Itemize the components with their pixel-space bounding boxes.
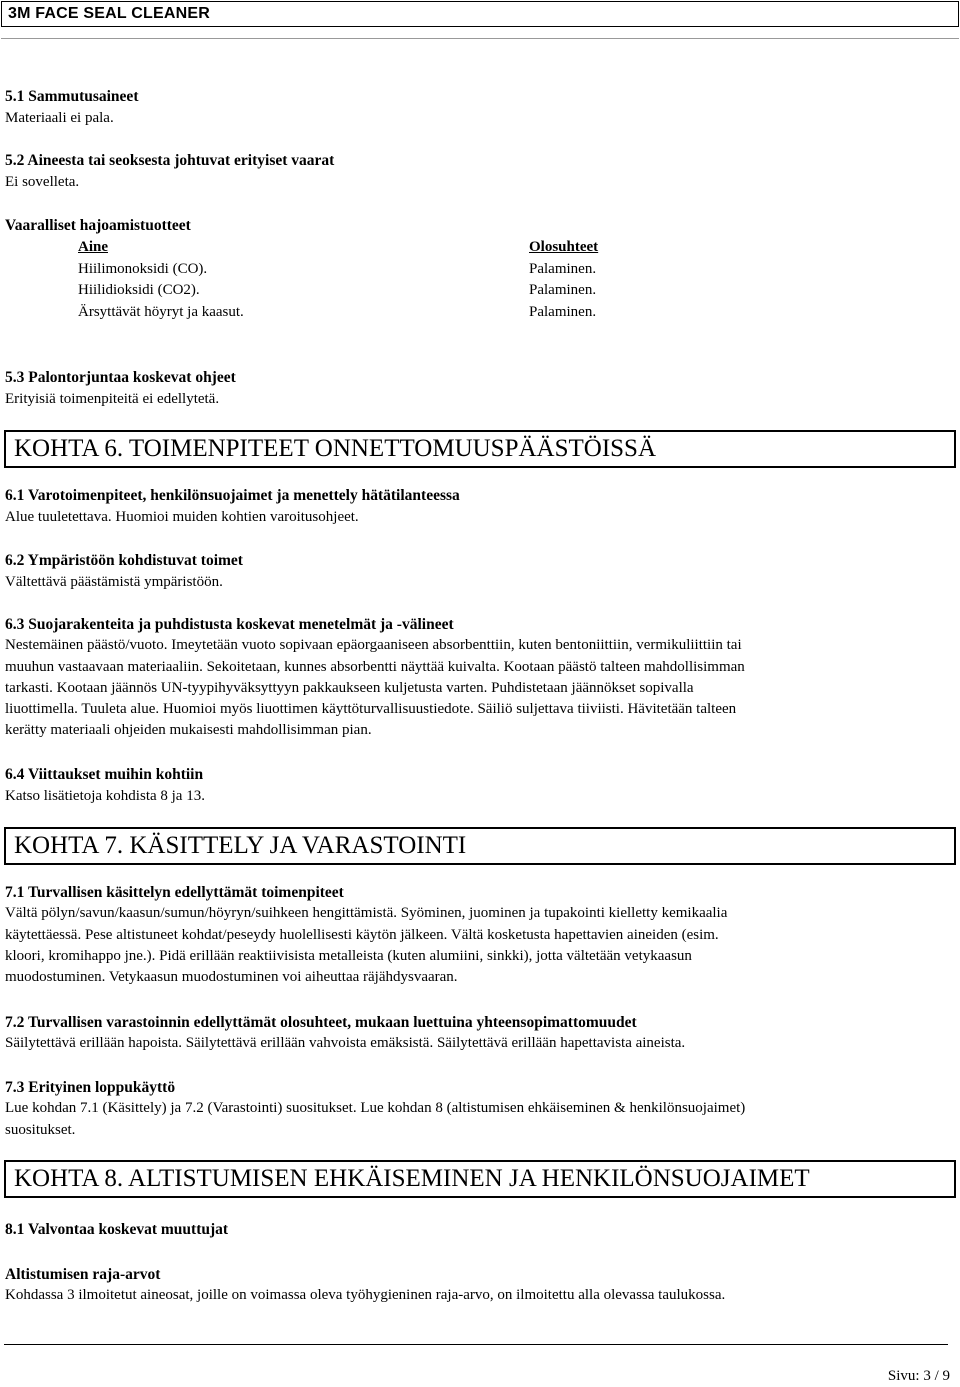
section-6-3-line: liuottimella. Tuuleta alue. Huomioi myös liuottimen käyttöturvallisuustiedote. Säiliö suljettava tiiviisti. Hävitetään talteen xyxy=(5,701,737,718)
document-header xyxy=(1,1,959,27)
section-6-4 xyxy=(5,764,205,807)
section-6-2-heading: 6.2 Ympäristöön kohdistuvat toimet xyxy=(5,552,243,569)
section-5-3-text: Erityisiä toimenpiteitä ei edellytetä. xyxy=(5,390,220,407)
section-5-1 xyxy=(5,86,138,129)
section-8-1-heading: 8.1 Valvontaa koskevat muuttujat xyxy=(5,1221,229,1238)
hazard-condition: Palaminen. xyxy=(529,260,597,277)
exposure-limits-heading: Altistumisen raja-arvot xyxy=(5,1266,161,1283)
hazard-substance: Hiilimonoksidi (CO). xyxy=(78,260,208,277)
section-6-1 xyxy=(5,485,460,528)
section-7-1-line: kloori, kromihappo jne.). Pidä erillään reaktiivisista metalleista (kuten alumiini, sinkki), jotta vältetään vetykaasun xyxy=(5,947,692,964)
section-6-4-heading: 6.4 Viittaukset muihin kohtiin xyxy=(5,766,204,783)
section-6-2 xyxy=(5,550,243,593)
section-7-2-heading: 7.2 Turvallisen varastoinnin edellyttämät olosuhteet, mukaan luettuina yhteensopimattomuudet xyxy=(5,1014,637,1031)
section-7-1-line: Vältä pölyn/savun/kaasun/sumun/höyryn/suihkeen hengittämistä. Syöminen, juominen ja tupakointi kielletty kemikaalia xyxy=(5,905,728,922)
section-6-4-text: Katso lisätietoja kohdista 8 ja 13. xyxy=(5,787,205,804)
section-7-title: KOHTA 7. KÄSITTELY JA VARASTOINTI xyxy=(4,827,956,865)
section-7-3-heading: 7.3 Erityinen loppukäyttö xyxy=(5,1079,176,1096)
section-7-1-heading: 7.1 Turvallisen käsittelyn edellyttämät toimenpiteet xyxy=(5,884,344,901)
hazard-substance: Hiilidioksidi (CO2). xyxy=(78,282,200,298)
section-7-1-line: muodostuminen. Vetykaasun muodostuminen voi aiheuttaa räjähdysvaaran. xyxy=(5,969,458,986)
hazards-condition-column xyxy=(529,237,598,323)
hazards-col1-header: Aine xyxy=(78,239,108,255)
hazard-condition: Palaminen. xyxy=(529,303,597,320)
hazards-heading: Vaaralliset hajoamistuotteet xyxy=(5,217,191,234)
section-5-1-text: Materiaali ei pala. xyxy=(5,109,114,126)
section-6-1-text: Alue tuuletettava. Huomioi muiden kohtien varoitusohjeet. xyxy=(5,508,359,525)
product-title: 3M FACE SEAL CLEANER xyxy=(8,5,210,22)
section-7-3-line: Lue kohdan 7.1 (Käsittely) ja 7.2 (Varastointi) suositukset. Lue kohdan 8 (altistumisen ehkäiseminen & henkilönsuojaimet) xyxy=(5,1100,746,1117)
section-5-2-heading: 5.2 Aineesta tai seoksesta johtuvat erityiset vaarat xyxy=(5,152,335,169)
exposure-limits-text: Kohdassa 3 ilmoitetut aineosat, joille on voimassa oleva työhygieninen raja-arvo, on ilmoitettu alla olevassa taulukossa. xyxy=(5,1287,726,1304)
section-5-2 xyxy=(5,150,334,193)
section-7-1-line: käytettäessä. Pese altistuneet kohdat/peseydy huolellisesti käytön jälkeen. Vältä kosketusta hapettavien aineiden (esim. xyxy=(5,926,719,943)
section-8-title: KOHTA 8. ALTISTUMISEN EHKÄISEMINEN JA HENKILÖNSUOJAIMET xyxy=(4,1160,956,1198)
page-number: Sivu: 3 / 9 xyxy=(887,1368,950,1384)
section-6-3-heading: 6.3 Suojarakenteita ja puhdistusta koskevat menetelmät ja -välineet xyxy=(5,616,454,633)
section-7-3 xyxy=(5,1077,945,1141)
section-6-3-line: Nestemäinen päästö/vuoto. Imeytetään vuoto sopivaan epäorgaaniseen absorbenttiin, kuten bentoniittiin, vermikuliittiin tai xyxy=(5,637,742,654)
section-6-3-line: kerätty materiaali ohjeiden mukaisesti mahdollisimman pian. xyxy=(5,722,372,739)
section-5-3 xyxy=(5,367,236,410)
hazard-condition: Palaminen. xyxy=(529,282,597,298)
section-6-3-line: tarkasti. Kootaan jäännös UN-tyypihyväksyttyyn pakkaukseen kuljetusta varten. Puhdistetaan jäännökset sopivalla xyxy=(5,679,694,696)
footer-divider xyxy=(4,1344,948,1345)
section-6-2-text: Vältettävä päästämistä ympäristöön. xyxy=(5,573,223,590)
section-7-3-line: suositukset. xyxy=(5,1121,76,1138)
header-divider xyxy=(1,38,959,39)
section-6-1-heading: 6.1 Varotoimenpiteet, henkilönsuojaimet ja menettely hätätilanteessa xyxy=(5,487,460,504)
section-7-1 xyxy=(5,882,945,988)
section-7-2 xyxy=(5,1012,945,1055)
section-7-2-text: Säilytettävä erillään hapoista. Säilytettävä erillään vahvoista emäksistä. Säilytettävä erillään hapettavista aineista. xyxy=(5,1035,686,1052)
section-5-1-heading: 5.1 Sammutusaineet xyxy=(5,88,139,105)
section-6-3-line: muuhun vastaavaan materiaaliin. Sekoitetaan, kunnes absorbentti näyttää kuivalta. Kootaan päästö talteen mahdollisimman xyxy=(5,658,745,675)
hazards-substance-column xyxy=(78,237,244,323)
hazards-col2-header: Olosuhteet xyxy=(529,239,599,255)
section-5-3-heading: 5.3 Palontorjuntaa koskevat ohjeet xyxy=(5,369,236,386)
section-6-title: KOHTA 6. TOIMENPITEET ONNETTOMUUSPÄÄSTÖISSÄ xyxy=(4,430,956,468)
hazard-substance: Ärsyttävät höyryt ja kaasut. xyxy=(78,303,244,320)
section-6-3 xyxy=(5,614,945,742)
section-5-2-text: Ei sovelleta. xyxy=(5,173,80,190)
exposure-limits xyxy=(5,1264,945,1307)
